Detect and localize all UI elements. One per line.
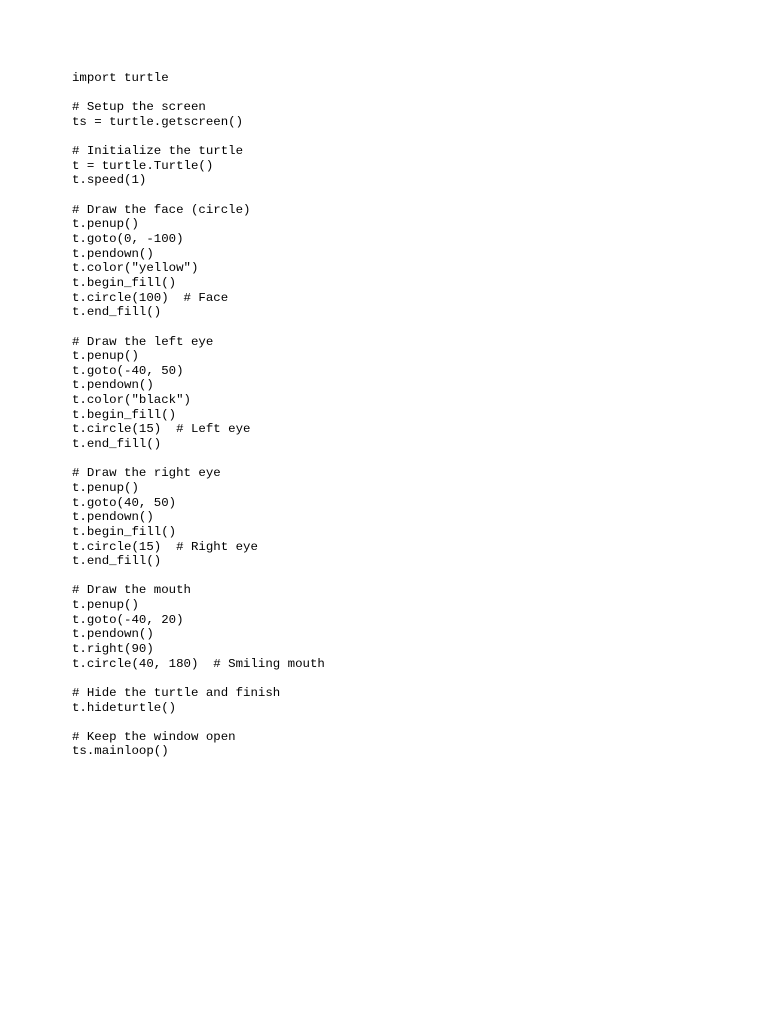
code-line: ts.mainloop()	[72, 744, 169, 759]
code-line: t.right(90)	[72, 641, 154, 656]
code-line: # Draw the right eye	[72, 466, 221, 481]
code-line: t.speed(1)	[72, 173, 147, 188]
code-line	[72, 569, 752, 584]
code-line: # Hide the turtle and finish	[72, 685, 281, 700]
code-line: t.color("black")	[72, 393, 191, 408]
code-line: ts = turtle.getscreen()	[72, 114, 244, 129]
code-document	[72, 71, 752, 759]
code-line: # Draw the left eye	[72, 334, 214, 349]
code-line	[72, 320, 752, 335]
code-line: # Draw the mouth	[72, 583, 191, 598]
code-line: t.goto(-40, 20)	[72, 612, 184, 627]
code-line: t.pendown()	[72, 246, 154, 261]
code-line: t.begin_fill()	[72, 407, 177, 422]
code-line: t.circle(40, 180) # Smiling mouth	[72, 656, 325, 671]
code-line: t.pendown()	[72, 510, 154, 525]
code-line: t.pendown()	[72, 378, 154, 393]
code-line	[72, 86, 752, 101]
code-line	[72, 715, 752, 730]
code-line: t.circle(100) # Face	[72, 290, 229, 305]
code-line: t.pendown()	[72, 627, 154, 642]
code-line: t.circle(15) # Right eye	[72, 539, 258, 554]
code-line	[72, 671, 752, 686]
code-line: t.end_fill()	[72, 554, 162, 569]
code-line: t.penup()	[72, 480, 139, 495]
code-line: t.penup()	[72, 349, 139, 364]
code-line: # Keep the window open	[72, 729, 236, 744]
code-line: t.color("yellow")	[72, 261, 199, 276]
code-line: t.end_fill()	[72, 305, 162, 320]
code-line: t.penup()	[72, 598, 139, 613]
code-line: t.circle(15) # Left eye	[72, 422, 251, 437]
code-line: t.begin_fill()	[72, 524, 177, 539]
code-line: # Setup the screen	[72, 100, 206, 115]
code-line	[72, 130, 752, 145]
code-line: import turtle	[72, 71, 169, 85]
code-line: t.hideturtle()	[72, 700, 177, 715]
code-line: t = turtle.Turtle()	[72, 158, 214, 173]
code-line	[72, 188, 752, 203]
code-line: t.begin_fill()	[72, 275, 177, 290]
code-line: t.goto(0, -100)	[72, 232, 184, 247]
code-line: # Initialize the turtle	[72, 144, 244, 159]
code-line: t.goto(-40, 50)	[72, 363, 184, 378]
code-line: t.penup()	[72, 217, 139, 232]
code-line: # Draw the face (circle)	[72, 202, 251, 217]
code-line: t.end_fill()	[72, 437, 162, 452]
code-line	[72, 452, 752, 467]
code-line: t.goto(40, 50)	[72, 495, 177, 510]
